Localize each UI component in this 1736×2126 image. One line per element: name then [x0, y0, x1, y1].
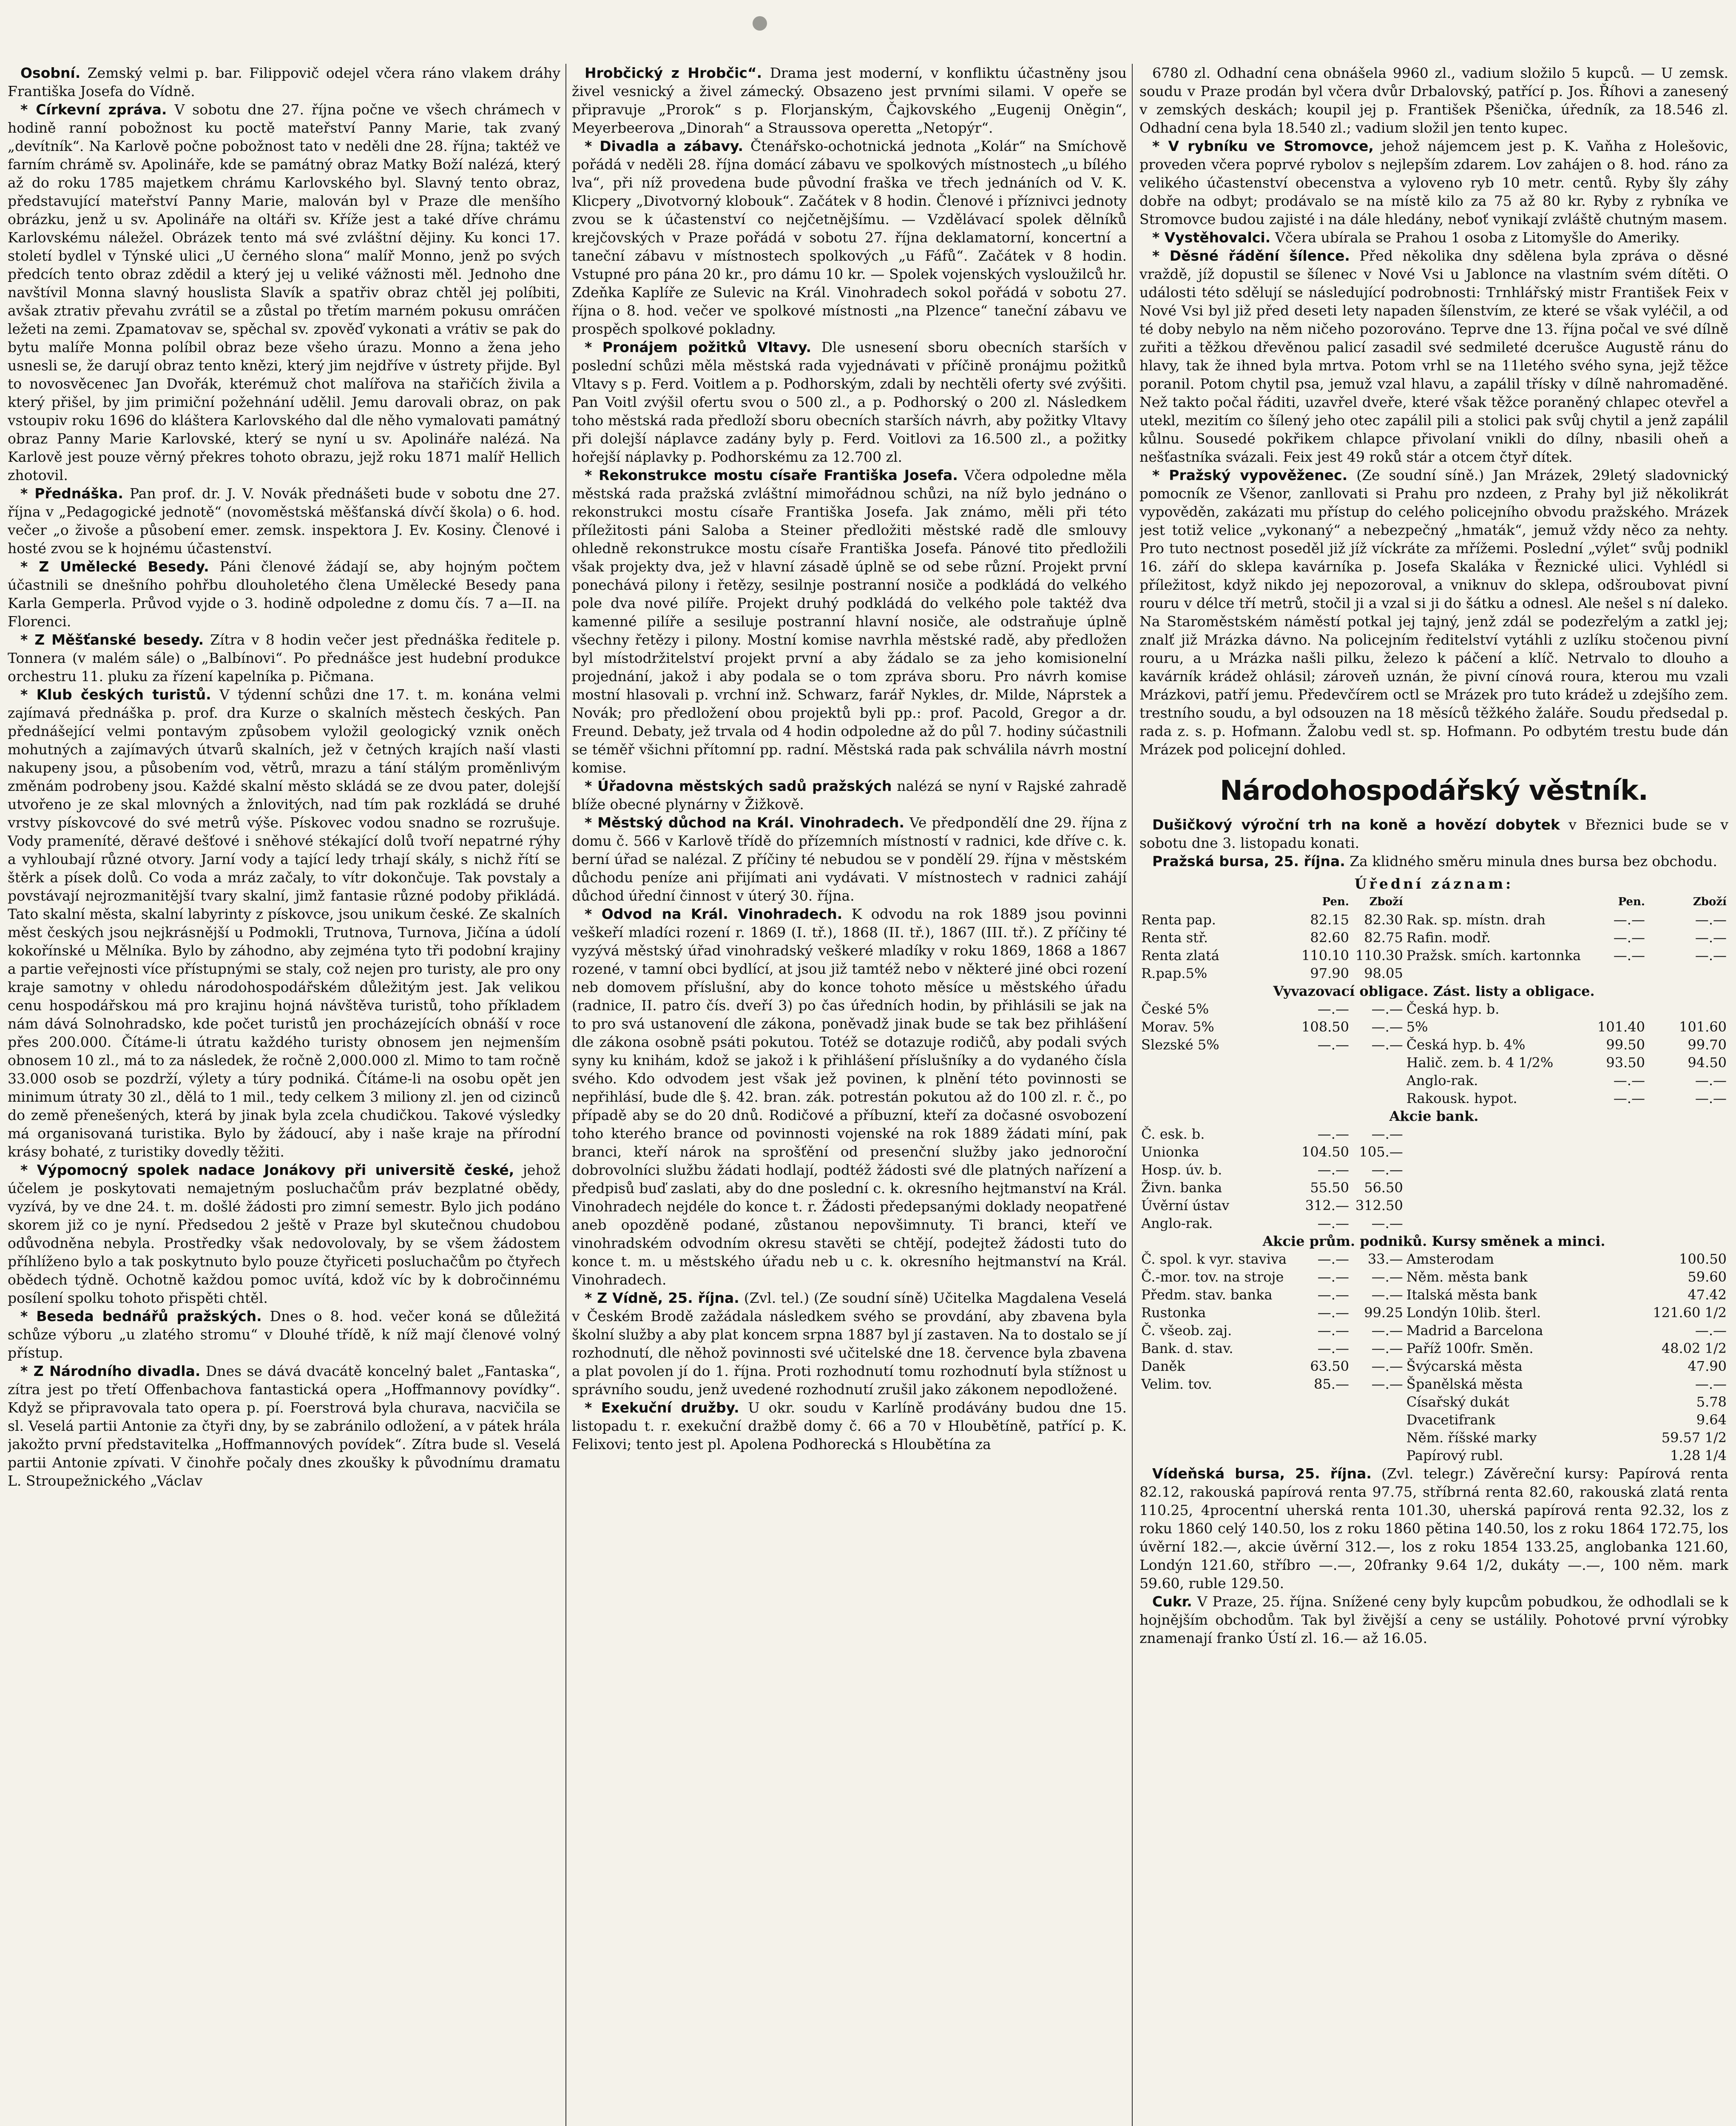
news-item-text: (Ze soudní síně.) Jan Mrázek, 29letý sladovnický pomocník ze Všenor, zanllovati si Prahu pro nzdeen, z Prahy byl již několikrát vypověděn, zakázati mu přístup do celého policejního obvodu pražského. Mrázek jest totiž velice „vykonaný“ a nebezpečný „hmaták“, jemuž vždy něco za nehty. Pro tuto nectnost poseděl již jíž víckráte za mřížemi. Poslední „výlet“ svůj podnikl 16. září do sklepa kavárníka p. Josefa Skaláka v Řeznické ulici. Vyhlédl si příležitost, když nikdo jej nepozoroval, a vniknuv do sklepa, odšroubovat pivní rouru v délce tří metrů, stočil ji a vzal si ji do šátku a odnesl. Ale nešel s ní daleko. Na Staroměstském náměstí potkal jej tajný, jenž zdál se podezřelým a zatkl jej; znalť již Mrázka dávno. Na policejním ředitelství vytáhli z uzlíku stočenou pivní rouru, a u Mrázka našli pilku, železo k páčení a klíč. Netrvalo to dlouho a kavárník krádež ohlásil; zároveň uznán, že pivní cínová roura, kterou mu vzali Mrázkovi, patří jemu. Předevčírem octl se Mrázek pro tuto krádež u zdejšího zem. trestního soudu, a byl odsouzen na 18 měsíců těžkého žaláře. Soudu předsedal p. rada z. s. p. Hofmann. Žalobu vedl st. sp. Hofmann. Po odbytém trestu bude dán Mrázek pod policejní dohled.: [1139, 467, 1728, 758]
price-cell: [1647, 964, 1728, 982]
table-row: [1139, 1072, 1728, 1089]
label-cell: Č. spol. k vyr. staviva: [1141, 1251, 1287, 1267]
label-cell: Rafin. modř.: [1406, 929, 1491, 946]
label-cell: Unionka: [1141, 1144, 1199, 1160]
economic-items: [1139, 816, 1728, 870]
price-cell: 99.50: [1606, 1037, 1645, 1053]
label-cell: Anglo-rak.: [1141, 1215, 1213, 1231]
news-item: [8, 631, 560, 685]
news-item-text: v Březnici bude se v sobotu dne 3. listopadu konati.: [1139, 816, 1728, 851]
price-cell: [1593, 1339, 1647, 1357]
price-cell: Zboží: [1369, 895, 1403, 908]
news-item-heading: * Pražský vypověženec.: [1152, 467, 1348, 483]
price-cell: 97.90: [1310, 965, 1349, 981]
price-cell: [1647, 1214, 1728, 1232]
news-item: [8, 685, 560, 1161]
news-item: [572, 1398, 1127, 1453]
news-item: [1139, 247, 1728, 466]
price-cell: 47.42: [1688, 1287, 1727, 1303]
label-cell: Dvacetifrank: [1406, 1412, 1495, 1428]
label-cell: Císařský dukát: [1406, 1394, 1509, 1410]
table-row: [1139, 1179, 1728, 1197]
table-row: [1139, 946, 1728, 964]
price-cell: [1297, 1447, 1351, 1464]
price-cell: [1593, 1411, 1647, 1429]
news-item-text: Za klidného směru minula dnes bursa bez obchodu.: [1350, 853, 1717, 870]
news-item-text: Včera ubírala se Prahou 1 osoba z Litomyšle do Ameriky.: [1275, 229, 1680, 246]
price-cell: 121.60 1/2: [1653, 1305, 1727, 1321]
price-cell: 82.30: [1364, 912, 1403, 928]
news-item-text: U okr. soudu v Karlíně prodávány budou dne 15. listopadu t. r. exekuční dražbě domy č. 66 a 70 v Hloubětíně, patřící p. K. Felixovi; tento jest pl. Apolena Podhorecká s Hloubětína za: [572, 1399, 1127, 1452]
price-cell: 94.50: [1688, 1054, 1727, 1071]
price-cell: [1593, 1179, 1647, 1197]
price-cell: —.—: [1371, 1215, 1403, 1231]
news-item: [1139, 816, 1728, 852]
label-cell: Něm. města bank: [1406, 1269, 1528, 1285]
news-item-text: Před několika dny sdělena byla zpráva o děsné vraždě, jíž dopustil se šílenec v Nové Vsi u Jablonce na vlastním svém dítěti. O události této sdělují se následující podrobnosti: Trnhlářský mistr František Feix v Nové Vsi byl již před deseti lety napaden šílenstvím, ze které se však vyléčil, a od té doby nebylo na něm ničeho pozorováno. Teprve dne 13. října počal ve své dílně zuřiti a těžkou dřevěnou palicí zasadil své sedmileté dcerušce Augustě ránu do hlavy, tak že ihned byla mrtva. Potom vrhl se na 11letého svého syna, jejž těžce poranil. Potom chytil psa, jemuž vzal hlavu, a zapálil třísky v dílně nahromaděné. Než takto počal řáditi, uzavřel dveře, které však těžce poraněný chlapec otevřel a utekl, mezitím co šílený jeho otec zapálil pili a stolici pak svůj chytil a jenž zapálil kůlnu. Sousedé pokřikem chlapce přivolaní vnikli do dílny, nbasili oheň a nešťastníka svázali. Feix jest 49 roků stár a otcem čtyř dítek.: [1139, 247, 1728, 465]
price-cell: [1593, 1393, 1647, 1411]
news-item-heading: * Rekonstrukce mostu císaře Františka Josefa.: [585, 467, 958, 483]
price-cell: [1297, 1054, 1351, 1072]
price-cell: [1351, 1393, 1405, 1411]
price-cell: 82.15: [1310, 912, 1349, 928]
news-item-heading: * Přednáška.: [20, 485, 123, 502]
news-item-text: V týdenní schůzi dne 17. t. m. konána velmi zajímavá přednáška p. prof. dra Kurze o skalních městech českých. Pan přednášející velmi pontavým způsobem vyložil geologický vznik oněch mohutných a zajímavých útvarů skalních, jež v četných krajích naší vlasti nakupeny jsou, a působením vod, větrů, mrazu a tání stálým proměnlivým změnám podrobeny jsou. Každé skalní město skládá se ze dvou pater, dolejší utvořeno je ze skal mlovných a žnlovitých, nad tím pak rozkládá se druhé vrstvy pískovcové do své metrů výše. Pískovec vodou snadno se rozrušuje. Vody prameníté, děravé dešťové i sněhové stékající dolů tvoří nepatrné rýhy a vyhloubají různé otvory. Jarní vody a tající ledy trhají skály, s nichž řítí se štěrk a písek dolů. Co voda a mráz začaly, to vítr dokončuje. Tak povstaly a povstávají nejrozmanitější tvary skalní, jimž fantasie různé podoby přikládá. Tato skalní města, skalní labyrinty z pískovce, jsou unikum české. Ze skalních měst českých jsou nejkrásnější u Podmokli, Trutnova, Turnova, Jičína a údolí kokořínské u Mělníka. Bylo by záhodno, aby zejména tyto tři podobní krajiny a partie veřejnosti více přístupnými se staly, což nejen pro turisty, ale pro ony kraje samotny v ohledu národohospodářském důležitým jest. Jak velikou cenu hospodářskou má pro krajinu hojná návštěva turistů, toho příkladem nám dává Solnohradsko, kde počet turistů jen procházejících obnáší v roce přes 200.000. Čítáme-li útratu každého turisty obnosem jen nejmenším obnosem 10 zl., má to za následek, že ročně 2,000.000 zl. Mimo to tam ročně 33.000 osob se pozdrží, výlety a túry podniká. Čítáme-li na osobu opět jen minimum útraty 30 zl., dělá to 1 mil., tedy celkem 3 miliony zl. jen od cizinců do země přenešených, která by jinak byla zcela chudičkou. Takové výsledky má organisovaná turistika. Bylo by žádoucí, aby i naše kraje na přírodní krásy bohaté, z turistiky dovedly těžiti.: [8, 686, 560, 1160]
news-item-heading: * Výpomocný spolek nadace Jonákovy při universitě české,: [20, 1162, 514, 1178]
label-cell: Italská města bank: [1406, 1287, 1537, 1303]
news-item-heading: * Beseda bednářů pražských.: [20, 1308, 262, 1324]
price-cell: 101.40: [1597, 1019, 1645, 1035]
price-cell: 82.60: [1310, 929, 1349, 946]
price-cell: [1593, 1447, 1647, 1464]
label-cell: Rakousk. hypot.: [1406, 1090, 1517, 1106]
price-cell: [1593, 1322, 1647, 1339]
news-item-heading: * Pronájem požitků Vltavy.: [585, 339, 812, 355]
news-item-text: 6780 zl. Odhadní cena obnášela 9960 zl., vadium složilo 5 kupců. — U zemsk. soudu v Praze prodán byl včera dvůr Drbalovský, patřící p. Jos. Říhovi a zanesený v zemských deskách; koupil jej p. František Pšenička, úředník, za 18.546 zl. Odhadní cena byla 18.540 zl.; vadium složil jen tento kupec.: [1139, 65, 1728, 136]
table-row: [1139, 1411, 1728, 1429]
table-row: [1139, 1250, 1728, 1268]
table-row: [1139, 1000, 1728, 1018]
label-cell: 5%: [1406, 1019, 1428, 1035]
price-cell: —.—: [1371, 1269, 1403, 1285]
price-cell: —.—: [1371, 1287, 1403, 1303]
label-cell: [1405, 1214, 1593, 1232]
column-2: [572, 64, 1127, 2126]
news-item-heading: * V rybníku ve Stromovce,: [1152, 138, 1374, 154]
table-row: [1139, 1214, 1728, 1232]
news-item: [572, 813, 1127, 905]
price-cell: —.—: [1371, 1126, 1403, 1142]
price-cell: —.—: [1613, 1072, 1645, 1089]
price-cell: [1593, 964, 1647, 982]
price-cell: —.—: [1695, 947, 1727, 964]
official-record-heading: Úřední záznam:: [1354, 875, 1514, 892]
news-item-heading: * Děsné řádění šílence.: [1152, 247, 1350, 264]
news-item: [1139, 852, 1728, 870]
price-cell: Pen.: [1322, 895, 1349, 908]
news-item-heading: * Z Vídně, 25. října.: [585, 1290, 739, 1306]
news-item-text: K odvodu na rok 1889 jsou povinni veškeří mladíci rození r. 1869 (I. tř.), 1868 (II. tř.), 1867 (III. tř.). Z příčiny té vyzývá městský úřad vinohradský veškeré mladíky v roku 1869, 1868 a 1867 rozené, v tamní obci bydlící, at jsou již tamtéž nebo v některé jiné obci rození neb domovem příslušní, aby do konce tohoto měsíce u městského úřadu (radnice, II. patro čís. dveří 3) po čas úředních hodin, by přihlásili se jak na to pro svá ustanovení dle zákona, poněvadž jinak bude se tak bez přihlášení dle zákona osobně psáti pokutou. Totéž se dotazuje rodičů, aby podali svých syny ku knihám, kdož se jakož i k přihlášení příslušníky a do vydaného čísla svého. Kdo odvodem jest však jež povinen, k plnění této povinnosti se nepřihlásí, bude dle §. 42. bran. zák. potrestán pokutou až do 100 zl. r. č., po případě aby se do 20 dnů. Rodičové a příbuzní, kteří za dočasné osvobození toho kterého brance od povinnosti vojenské na rok 1889 žádati míní, pak branci, kteří nárok na sprošťění od presenční služby jako jednoroční dobrovolníci službu žádati hodlají, podtéž žádosti své dle platných nařízení a předpisů buď zaslati, aby do dne poslední c. k. okresního hejtmanství na Král. Vinohradech nejdéle do konce t. r. Žádosti předepsanými doklady neopatřené aneb opozděně podané, zůstanou nepovšimnuty. Ti branci, kteří ve vinohradském odvodním okresu stavěti se chtějí, podejtež žádosti tuto do konce t. m. u městského úřadu neb u c. k. okresního hejtmanství na Král. Vinohradech.: [572, 906, 1127, 1288]
table-row: [1139, 1089, 1728, 1107]
news-item: [572, 137, 1127, 338]
price-cell: [1297, 1072, 1351, 1089]
table-row: [1139, 1036, 1728, 1054]
price-cell: 105.—: [1359, 1144, 1403, 1160]
price-cell: 110.10: [1301, 947, 1349, 964]
table-row: [1139, 1393, 1728, 1411]
price-cell: —.—: [1317, 1162, 1349, 1178]
label-cell: [1405, 1143, 1593, 1161]
price-cell: [1593, 1250, 1647, 1268]
table-row: [1139, 1429, 1728, 1447]
label-cell: Halič. zem. b. 4 1/2%: [1406, 1054, 1554, 1071]
price-cell: 1.28 1/4: [1670, 1447, 1727, 1464]
price-cell: 47.90: [1688, 1358, 1727, 1374]
news-item: [1139, 64, 1728, 137]
label-cell: [1139, 1447, 1297, 1464]
price-cell: [1297, 1429, 1351, 1447]
news-item: [572, 466, 1127, 777]
news-item: [8, 557, 560, 631]
price-cell: —.—: [1371, 1358, 1403, 1374]
news-item: [1139, 466, 1728, 759]
label-cell: Rustonka: [1141, 1305, 1206, 1321]
label-cell: Renta pap.: [1141, 912, 1216, 928]
price-cell: 99.70: [1688, 1037, 1727, 1053]
label-cell: Madrid a Barcelona: [1406, 1322, 1543, 1339]
table-header: [1139, 893, 1728, 911]
news-item-heading: Vídeňská bursa, 25. října.: [1152, 1465, 1372, 1482]
price-cell: —.—: [1317, 1287, 1349, 1303]
label-cell: Hosp. úv. b.: [1141, 1162, 1222, 1178]
price-cell: —.—: [1695, 929, 1727, 946]
price-cell: —.—: [1695, 1072, 1727, 1089]
table-row: [1139, 1054, 1728, 1072]
price-cell: [1593, 1000, 1647, 1018]
news-item-text: (Zvl. tel.) (Ze soudní síně) Učitelka Magdalena Veselá v Českém Brodě zažádala následkem svého se provdání, aby zbavena byla školní služby a aby plat koncem srpna 1887 byl jí zastaven. Na to dostalo se jí rozhodnutí, dle něhož povinnosti své učitelské dne 18. července byla zbavena a plat povolen jí do 1. října. Proti rozhodnutí tomu rozhodnutí byla stížnost u správního soudu, jenž uvedené rozhodnutí zrušil jako zákonem nepodložené.: [572, 1290, 1127, 1398]
label-cell: [1139, 893, 1297, 911]
news-item: [8, 1362, 560, 1490]
news-item: [8, 100, 560, 484]
label-cell: [1405, 1125, 1593, 1143]
label-cell: [1139, 1429, 1297, 1447]
price-cell: [1647, 1143, 1728, 1161]
news-item-heading: Dušičkový výroční trh na koně a hovězí dobytek: [1152, 816, 1560, 833]
label-cell: [1139, 1072, 1297, 1089]
column-rule: [565, 64, 566, 2126]
price-cell: 312.50: [1355, 1197, 1403, 1214]
label-cell: Úvěrní ústav: [1141, 1197, 1230, 1214]
table-row: [1139, 1143, 1728, 1161]
price-cell: —.—: [1371, 1162, 1403, 1178]
news-item: [8, 484, 560, 557]
price-cell: [1297, 1089, 1351, 1107]
table-row: [1139, 1304, 1728, 1322]
label-cell: Bank. d. stav.: [1141, 1340, 1233, 1356]
news-item-heading: * Exekuční družby.: [585, 1399, 739, 1416]
price-cell: 312.—: [1305, 1197, 1349, 1214]
price-cell: 85.—: [1314, 1376, 1349, 1392]
price-cell: Zboží: [1693, 895, 1727, 908]
price-cell: [1351, 1089, 1405, 1107]
price-cell: —.—: [1317, 1126, 1349, 1142]
news-item: [572, 338, 1127, 466]
news-item: [572, 1289, 1127, 1398]
news-item-heading: * Klub českých turistů.: [20, 686, 211, 703]
price-cell: —.—: [1317, 1340, 1349, 1356]
table-row: [1139, 929, 1728, 946]
price-cell: 5.78: [1696, 1394, 1727, 1410]
label-cell: [1139, 1411, 1297, 1429]
price-cell: [1647, 1197, 1728, 1214]
label-cell: [1405, 964, 1593, 982]
label-cell: [1405, 1197, 1593, 1214]
economic-closing: [1139, 1464, 1728, 1647]
price-cell: —.—: [1695, 1376, 1727, 1392]
news-item-heading: Cukr.: [1152, 1593, 1192, 1610]
table-row: [1139, 1447, 1728, 1464]
label-cell: R.pap.5%: [1141, 965, 1208, 981]
table-row: [1139, 1161, 1728, 1179]
label-cell: Amsterodam: [1406, 1251, 1494, 1267]
news-item-heading: * Církevní zpráva.: [20, 101, 167, 118]
news-item-text: V Praze, 25. října. Snížené ceny byly kupcům pobudkou, že odhodlali se k hojnějším obchodům. Tak byl živější a ceny se ustálily. Pohotové první výrobky znamenají franko Ústí zl. 16.— až 16.05.: [1139, 1593, 1728, 1646]
price-cell: [1647, 1125, 1728, 1143]
label-cell: Živn. banka: [1141, 1180, 1222, 1196]
news-item: [8, 1307, 560, 1362]
label-cell: Renta stř.: [1141, 929, 1208, 946]
price-cell: [1593, 1161, 1647, 1179]
label-cell: Č. esk. b.: [1141, 1126, 1205, 1142]
news-item: [572, 777, 1127, 813]
price-cell: [1351, 1072, 1405, 1089]
price-cell: 110.30: [1355, 947, 1403, 964]
price-cell: [1297, 1393, 1351, 1411]
table-row: [1139, 1339, 1728, 1357]
price-cell: —.—: [1695, 1090, 1727, 1106]
table-row: [1139, 911, 1728, 929]
news-item-heading: Pražská bursa, 25. října.: [1152, 853, 1345, 870]
price-cell: 101.60: [1679, 1019, 1727, 1035]
label-cell: [1405, 1179, 1593, 1197]
price-cell: 104.50: [1301, 1144, 1349, 1160]
news-item-text: Včera odpoledne měla městská rada pražská zvláštní mimořádnou schůzi, na níž bylo jednáno o rekonstrukci mostu císaře Františka Josefa. Jak známo, měli při této příležitosti páni Saloba a Steiner předložiti městské radě dle smlouvy ohledně rekonstrukce mostu císaře Františka Josefa. Pánové tito předložili však projekty dva, jež v hlavní zásadě úplně se od sebe různí. Projekt první ponechává pilony i řetězy, sesilnje postranní nosiče a podkládá do velkého pole dva nové pilíře. Projekt druhý podkládá do velkého pole taktéž dva kamenné pilíře a sesiluje postranní hlavní nosiče, ale odstraňuje úplně všechny řetězy i pilony. Mostní komise navrhla městské radě, aby předložen byl místodržitelství projekt první a aby žádalo se za jeho komisionelní projednání, jakož i aby podala se o tom zpráva sboru. Pro návrh komise mostní hlasovali p. vrchní inž. Schwarz, farář Nykles, dr. Milde, Náprstek a Novák; pro předložení obou projektů byli pp.: prof. Pacold, Gregor a dr. Freund. Debaty, jež trvala od 4 hodin odpoledne až do půl 7. hodiny súčastnili se téměř všichni přítomní pp. radní. Městská rada pak schválila návrh mostní komise.: [572, 467, 1127, 776]
news-item: [1139, 228, 1728, 247]
news-item-text: nalézá se nyní v Rajské zahradě blíže obecné plynárny v Žižkově.: [572, 778, 1127, 813]
table-row: [1139, 1286, 1728, 1304]
price-cell: —.—: [1613, 929, 1645, 946]
label-cell: Londýn 10lib. šterl.: [1406, 1305, 1541, 1321]
label-cell: [1139, 1089, 1297, 1107]
label-cell: Předm. stav. banka: [1141, 1287, 1273, 1303]
label-cell: Švýcarská města: [1406, 1358, 1523, 1374]
column-3-news: [1139, 64, 1728, 759]
label-cell: Renta zlatá: [1141, 947, 1219, 964]
price-cell: —.—: [1371, 1037, 1403, 1053]
price-cell: —.—: [1695, 1322, 1727, 1339]
price-cell: 93.50: [1606, 1054, 1645, 1071]
label-cell: Morav. 5%: [1141, 1019, 1214, 1035]
news-item: [1139, 1464, 1728, 1592]
news-item-text: Dle usnesení sboru obecních starších v poslední schůzi měla městská rada vyjednávati v příčině pronájmu požitků Vltavy s p. Ferd. Voitlem a p. Podhorským, zdali by nechtěli oferty své zvýšiti. Pan Voitl zvýšil ofertu svou o 500 zl., a p. Podhorský o 200 zl. Následkem toho městská rada předloží sboru obecních starších návrh, aby požitky Vltavy při dolejší náplavce zadány byly p. Ferd. Voitlovi za 16.500 zl., a požitky hořejší náplavky p. Podhorskému za 12.700 zl.: [572, 339, 1127, 465]
price-cell: —.—: [1695, 912, 1727, 928]
price-cell: —.—: [1317, 1001, 1349, 1017]
label-cell: [1139, 1393, 1297, 1411]
table-group-heading: Akcie prům. podniků. Kursy směnek a minci.: [1262, 1233, 1605, 1249]
price-cell: 108.50: [1301, 1019, 1349, 1035]
label-cell: Velim. tov.: [1141, 1376, 1212, 1392]
label-cell: Papírový rubl.: [1406, 1447, 1503, 1464]
price-cell: 82.75: [1364, 929, 1403, 946]
news-item-text: Ve předpondělí dne 29. října z domu č. 566 v Karlově třídě do přízemních místností v radnici, kde dříve c. k. berní úřad se nalézal. Z příčiny té nebudou se v pondělí 29. října v městském důchodu peníze ani přijímati ani vydávati. V místnostech v radnici zahájí důchod úřední činnost v úterý 30. října.: [572, 814, 1127, 904]
price-cell: [1351, 1411, 1405, 1429]
price-cell: —.—: [1371, 1001, 1403, 1017]
news-item-heading: * Odvod na Král. Vinohradech.: [585, 906, 843, 922]
label-cell: Španělská města: [1406, 1376, 1523, 1392]
price-cell: 99.25: [1364, 1305, 1403, 1321]
news-item-text: jehož nájemcem jest p. K. Vaňha z Holešovic, proveden včera poprvé rybolov s nejlepším zdarem. Lov zahájen o 8. hod. ráno za velikého účastenství obecenstva a vyloveno ryb 10 metr. centů. Ryby šly záhy dobře na odbyt; prodávalo se na místě kilo za 75 až 80 kr. Ryby z rybníka ve Stromovce budou zajisté i na dále hledány, neboť vynikají zvláště chutným masem.: [1139, 138, 1728, 227]
price-cell: —.—: [1317, 1322, 1349, 1339]
price-cell: 59.60: [1688, 1269, 1727, 1285]
price-cell: Pen.: [1618, 895, 1645, 908]
binding-hole: [753, 16, 767, 31]
label-cell: Pražsk. smích. kartonnka: [1406, 947, 1581, 964]
news-item-heading: Hrobčický z Hrobčic“.: [585, 65, 762, 81]
price-cell: [1593, 1357, 1647, 1375]
news-item-heading: * Úřadovna městských sadů pražských: [585, 778, 892, 794]
price-cell: 55.50: [1310, 1180, 1349, 1196]
label-cell: [1405, 1161, 1593, 1179]
price-cell: [1593, 1304, 1647, 1322]
price-cell: —.—: [1613, 1090, 1645, 1106]
news-item-text: Páni členové žádají se, aby hojným počtem účastnili se dnešního pohřbu dlouholetého člena Umělecké Besedy pana Karla Gemperla. Průvod vyjde o 3. hodině odpoledne z domu čís. 7 a—II. na Florenci.: [8, 558, 560, 630]
news-item-heading: * Vystěhovalci.: [1152, 229, 1271, 246]
label-cell: Česká hyp. b.: [1406, 1001, 1500, 1017]
table-row: [1139, 1357, 1728, 1375]
price-cell: 59.57 1/2: [1661, 1430, 1727, 1446]
price-cell: 56.50: [1364, 1180, 1403, 1196]
price-cell: [1593, 1143, 1647, 1161]
price-cell: 100.50: [1679, 1251, 1727, 1267]
news-item-text: (Zvl. telegr.) Závěreční kursy: Papírová renta 82.12, rakouská papírová renta 97.75, stříbrná renta 82.60, rakouská zlatá renta 110.25, 4procentní uherská renta 101.30, uherská papírová renta 92.32, los z roku 1860 celý 140.50, los z roku 1860 pětina 140.50, los z roku 1864 172.75, los úvěrní 182.—, akcie úvěrní 312.—, los z roku 1854 133.25, anglobanka 121.60, Londýn 121.60, stříbro —.—, 20franky 9.64 1/2, dukáty —.—, 100 něm. mark 59.60, ruble 129.50.: [1139, 1465, 1728, 1592]
label-cell: Česká hyp. b. 4%: [1406, 1037, 1526, 1053]
label-cell: Paříž 100fr. Směn.: [1406, 1340, 1534, 1356]
price-cell: [1351, 1054, 1405, 1072]
price-cell: [1297, 1411, 1351, 1429]
news-item-heading: Osobní.: [20, 65, 81, 81]
price-cell: —.—: [1317, 1037, 1349, 1053]
news-item-heading: * Divadla a zábavy.: [585, 138, 744, 154]
news-item-text: Pan prof. dr. J. V. Novák přednášeti bude v sobotu dne 27. října v „Pedagogické jednotě“ (novoměstská měšťanská dívčí škola) o 6. hod. večer „o živoše a působení emer. zemsk. inspektora J. Ev. Kosiny. Členové i hosté zvou se k hojnému účastenství.: [8, 485, 560, 557]
table-group-heading: Akcie bank.: [1389, 1108, 1479, 1124]
table-row: [1139, 1375, 1728, 1393]
price-cell: —.—: [1317, 1305, 1349, 1321]
label-cell: České 5%: [1141, 1001, 1209, 1017]
price-cell: —.—: [1317, 1215, 1349, 1231]
news-item: [572, 905, 1127, 1289]
news-item-text: Drama jest moderní, v konfliktu účastněny jsou živel vesnický a živel zámecký. Obsazeno jest prvními silami. V opeře se připravuje „Prorok“ s p. Florjanským, Čajkovského „Eugenij Oněgin“, Meyerbeerova „Dinorah“ a Straussova operetta „Netopýr“.: [572, 65, 1127, 136]
label-cell: Slezské 5%: [1141, 1037, 1219, 1053]
table-row: [1139, 1268, 1728, 1286]
news-item-text: Dnes se dává dvacátě koncelný balet „Fantaska“, zítra jest po třetí Offenbachova fantastická opera „Hoffmannovy povídky“. Když se připravovala tato opera p. pí. Foerstrová byla churava, nacvičila se sl. Veselá partii Antonie za čtyři dny, by se zabránilo odložení, a v pátek hrála jakožto první představitelka „Hoffmannových povídek“. Zítra bude sl. Veselá partii Antonie zpívati. V činohře počaly dnes zkoušky k původnímu dramatu L. Stroupežnického „Václav: [8, 1363, 560, 1489]
column-3: [1139, 64, 1728, 2126]
news-item-text: Čtenářsko-ochotnická jednota „Kolár“ na Smíchově pořádá v neděli 28. října domácí zábavu ve spolkových místnostech „u bílého lva“, při níž provedena bude původní fraška ve třech jednáních od V. K. Klicpery „Divotvorný klobouk“. Začátek v 8 hodin. Členové i příznivci jednoty zvou se k účastenství co nejčetnějšímu. — Vzdělávací spolek dělníků krejčovských v Praze pořádá v sobotu 27. října deklamatorní, koncertní a taneční zábavu v místnostech spolkových „u Fáfů“. Začátek v 8 hodin. Vstupné pro pána 20 kr., pro dámu 10 kr. — Spolek vojenských vysloužilců hr. Zdeňka Kaplíře ze Sulevic na Král. Vinohradech sokol pořádá v sobotu 27. října o 8. hod. večer ve spolkové místnosti „na Plzence“ taneční zábavu ve prospěch spolkové pokladny.: [572, 138, 1127, 337]
price-cell: [1647, 1179, 1728, 1197]
price-cell: 98.05: [1364, 965, 1403, 981]
price-cell: 48.02 1/2: [1661, 1340, 1727, 1356]
price-cell: [1647, 1000, 1728, 1018]
table-row: [1139, 1018, 1728, 1036]
price-cell: [1593, 1286, 1647, 1304]
news-item-text: Dnes o 8. hod. večer koná se důležitá schůze výboru „u zlatého stromu“ v Dlouhé třídě, k níž mají členové volný přístup.: [8, 1308, 560, 1361]
news-item: [1139, 1592, 1728, 1647]
news-item-heading: * Městský důchod na Král. Vinohradech.: [585, 814, 905, 831]
price-cell: —.—: [1613, 912, 1645, 928]
price-cell: 63.50: [1310, 1358, 1349, 1374]
price-cell: [1647, 1161, 1728, 1179]
news-item-text: Zítra v 8 hodin večer jest přednáška ředitele p. Tonnera (v malém sále) o „Balbínovi“. Po přednášce jest hudební produkce orchestru 11. pluku za řízení kapelníka p. Pičmana.: [8, 631, 560, 685]
price-cell: 9.64: [1696, 1412, 1727, 1428]
price-cell: —.—: [1317, 1251, 1349, 1267]
price-cell: 33.—: [1367, 1251, 1403, 1267]
price-cell: [1593, 1375, 1647, 1393]
price-cell: [1593, 1429, 1647, 1447]
price-cell: —.—: [1371, 1019, 1403, 1035]
price-cell: —.—: [1613, 947, 1645, 964]
price-cell: [1593, 1197, 1647, 1214]
label-cell: Č.-mor. tov. na stroje: [1141, 1269, 1284, 1285]
economic-section-title: Národohospodářský věstník.: [1220, 775, 1648, 807]
price-cell: [1593, 1125, 1647, 1143]
column-1: [8, 64, 560, 2126]
news-item-heading: * Z Měšťanské besedy.: [20, 631, 204, 648]
table-row: [1139, 964, 1728, 982]
label-cell: [1139, 1054, 1297, 1072]
label-cell: Anglo-rak.: [1406, 1072, 1478, 1089]
price-cell: [1351, 1429, 1405, 1447]
table-row: [1139, 1125, 1728, 1143]
price-cell: [1593, 1214, 1647, 1232]
label-cell: Rak. sp. místn. drah: [1406, 912, 1546, 928]
news-item-text: Zemský velmi p. bar. Filippovič odejel včera ráno vlakem dráhy Františka Josefa do Vídně.: [8, 65, 560, 99]
price-cell: —.—: [1317, 1269, 1349, 1285]
table-row: [1139, 1197, 1728, 1214]
news-item: [1139, 137, 1728, 228]
news-item-text: jehož účelem je poskytovati nemajetným posluchačům práv bezplatné obědy, vyzívá, by ve dne 24. t. m. došlé žádosti pro zimní semestr. Bylo jich podáno skorem již co je nyní. Předsedou 2 ještě v Praze byl skutečnou chudobou odůvodněna nebyla. Prostředky však nedovolovaly, by se všem žádostem příhlíženo bylo a tak poskytnuto bylo pouze čtyřiceti posluchačům po čtyřech obědech týdně. Ochotně každou pomoc uvítá, kdož víc by k dobročinnému posílení spolku tohoto přispěti chtěl.: [8, 1162, 560, 1306]
table-group-heading: Vyvazovací obligace. Zást. listy a obligace.: [1273, 983, 1595, 999]
price-cell: [1593, 1268, 1647, 1286]
table-row: [1139, 1322, 1728, 1339]
price-cell: —.—: [1371, 1376, 1403, 1392]
label-cell: Daněk: [1141, 1358, 1185, 1374]
price-cell: [1351, 1447, 1405, 1464]
label-cell: Č. všeob. zaj.: [1141, 1322, 1232, 1339]
news-item-heading: * Z Národního divadla.: [20, 1363, 201, 1379]
news-item-heading: * Z Umělecké Besedy.: [20, 558, 209, 575]
news-item: [572, 64, 1127, 137]
label-cell: [1405, 893, 1593, 911]
news-item: [8, 64, 560, 100]
news-item: [8, 1161, 560, 1307]
price-cell: —.—: [1371, 1322, 1403, 1339]
label-cell: Něm. říšské marky: [1406, 1430, 1537, 1446]
news-item-text: V sobotu dne 27. října počne ve všech chrámech v hodině ranní pobožnost ku poctě mateřství Panny Marie, tak zvaný „devítník“. Na Karlově počne pobožnost tato v neděli dne 28. října; taktéž ve farním chrámě sv. Apolináře, kde se památný obraz Matky Boží nalézá, který až do roku 1785 majetkem chrámu Karlovského byl. Slavný tento obraz, představující mateřství Panny Marie, malován byl v Praze dle menšího obrázku, jenž u sv. Apolináře na oltáři sv. Kříže jest a také dříve chrámu Karlovskému náležel. Obrázek tento má své zvláštní dějiny. Ku konci 17. století bydlel v Týnské ulici „U černého slona“ malíř Monno, jenž po svých předcích tento obraz zdědil a který jej u veliké vážnosti měl. Jednoho dne navštívil Monna slavný houslista Slavík a spatřiv obraz chtěl jej políbiti, avšak ztrativ převahu zvrátil se a zůstal po třetím marném pokusu omráčen ležeti na zemi. Zpamatovav se, spěchal sv. zpověď vykonati a vrátiv se pak do bytu malíře Monna políbil obraz beze všeho úrazu. Monno a žena jeho usnesli se, že darují obraz tento knězi, který jim nejdříve v ústrety přijde. Byl to novosvěcenec Jan Dvořák, kterémuž chot malířova na stařičích živila a který přišel, by jim primiční požehnání udělil. Jemu darovali obraz, on pak vstoupiv roku 1696 do kláštera Karlovského dal dle něho vymalovati památný obraz Panny Marie Karlovské, který se nyní u sv. Apolináře nalézá. Na Karlově jest pouze věrný překres tohoto obrazu, jejž roku 1871 malíř Hellich zhotovil.: [8, 101, 560, 483]
price-cell: —.—: [1371, 1340, 1403, 1356]
bourse-table: [1139, 893, 1728, 1464]
column-rule: [1132, 64, 1133, 2126]
